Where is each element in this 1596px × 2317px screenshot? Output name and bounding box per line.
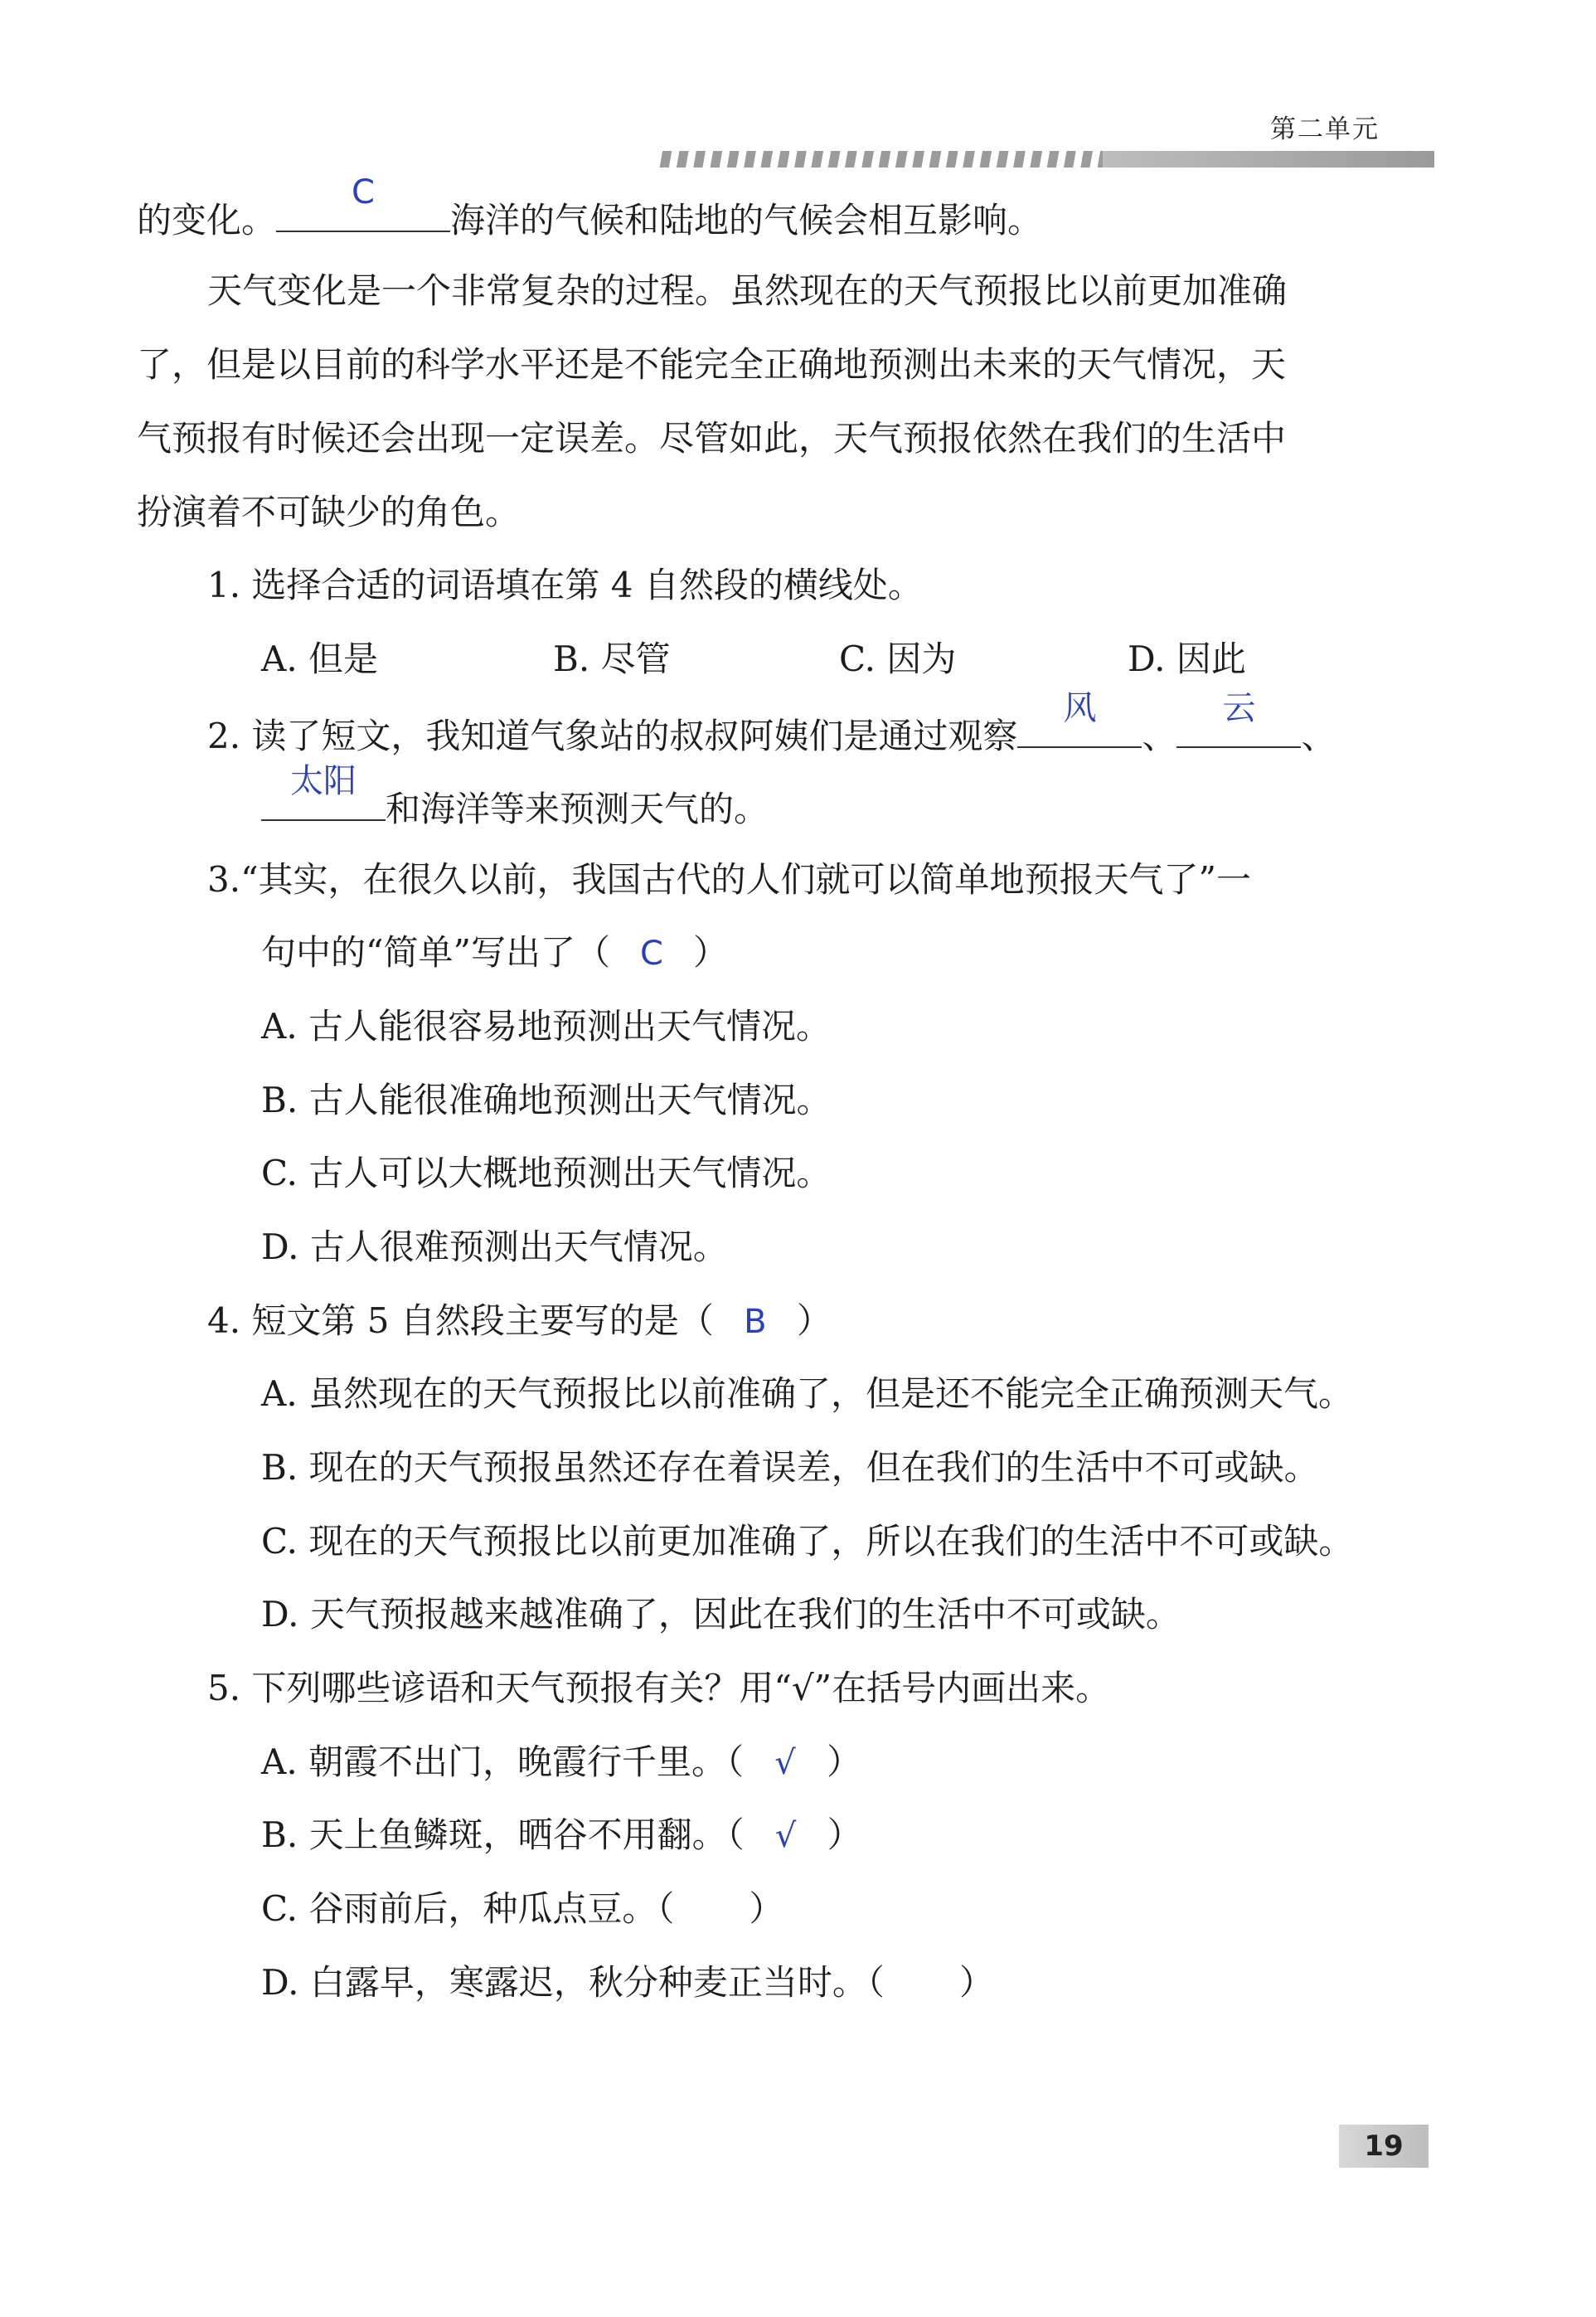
- para5-line-3: 气预报有时候还会出现一定误差。尽管如此，天气预报依然在我们的生活中: [137, 418, 1287, 459]
- q5-item-a[interactable]: [261, 1739, 861, 1786]
- page-number: 19: [1339, 2125, 1429, 2168]
- para5-line-4: 扮演着不可缺少的角色。: [137, 492, 521, 532]
- q2-blank-1[interactable]: [1017, 689, 1142, 748]
- question-1: 1. 选择合适的词语填在第 4 自然段的横线处。: [207, 565, 923, 605]
- q1-option-c[interactable]: C. 因为: [839, 639, 957, 679]
- q4-answer[interactable]: B: [744, 1303, 767, 1341]
- q2-blank-2[interactable]: [1176, 689, 1301, 748]
- q5-item-b[interactable]: [261, 1812, 862, 1859]
- q2-answer-1: 风: [1063, 689, 1097, 727]
- q4-option-c[interactable]: C. 现在的天气预报比以前更加准确了，所以在我们的生活中不可或缺。: [261, 1521, 1354, 1562]
- q3-answer[interactable]: C: [639, 935, 663, 973]
- q5-item-a-checkmark[interactable]: √: [774, 1744, 796, 1782]
- q4-option-d[interactable]: D. 天气预报越来越准确了，因此在我们的生活中不可或缺。: [261, 1594, 1181, 1635]
- question-5: 5. 下列哪些谚语和天气预报有关？用“√”在括号内画出来。: [207, 1668, 1111, 1708]
- q5-item-b-checkmark[interactable]: √: [774, 1817, 797, 1855]
- q3-option-b[interactable]: B. 古人能很准确地预测出天气情况。: [261, 1080, 832, 1120]
- q2-blank-3[interactable]: [261, 762, 386, 821]
- unit-label: 第二单元: [1270, 114, 1380, 144]
- q2-sep-2: 、: [1301, 716, 1336, 756]
- passage-line-1-pre: 的变化。: [137, 200, 277, 240]
- passage-line-1-post: 海洋的气候和陆地的气候会相互影响。: [450, 200, 1043, 240]
- q5-item-a-text: A. 朝霞不出门，晚霞行千里。（: [261, 1741, 745, 1782]
- q5-item-a-close: ）: [827, 1741, 862, 1782]
- q1-option-a[interactable]: A. 但是: [261, 639, 379, 679]
- passage-line-1: [137, 173, 1043, 244]
- q3-line-2-post: ）: [692, 932, 728, 973]
- header-decorative-bar: [655, 151, 1434, 168]
- q3-line-2-pre: 句中的“简单”写出了（: [261, 932, 610, 973]
- q2-answer-2: 云: [1222, 689, 1256, 727]
- question-3-line-2: [261, 930, 728, 977]
- q2-text-post: 和海洋等来预测天气的。: [386, 789, 769, 829]
- q4-option-a[interactable]: A. 虽然现在的天气预报比以前准确了，但是还不能完全正确预测天气。: [261, 1373, 1354, 1414]
- question-2-line-2: [261, 762, 769, 833]
- q2-sep-1: 、: [1142, 716, 1177, 756]
- passage-blank-answer: C: [352, 173, 375, 211]
- q4-option-b[interactable]: B. 现在的天气预报虽然还存在着误差，但在我们的生活中不可或缺。: [261, 1447, 1319, 1488]
- para5-line-1: 天气变化是一个非常复杂的过程。虽然现在的天气预报比以前更加准确: [207, 270, 1288, 311]
- q4-text-post: ）: [796, 1300, 832, 1341]
- q5-item-b-close: ）: [827, 1814, 862, 1855]
- q1-option-d[interactable]: D. 因此: [1128, 639, 1246, 679]
- q3-option-d[interactable]: D. 古人很难预测出天气情况。: [261, 1227, 728, 1267]
- q3-option-c[interactable]: C. 古人可以大概地预测出天气情况。: [261, 1153, 832, 1193]
- q5-item-d[interactable]: [261, 1960, 994, 2006]
- question-3-line-1: 3.“其实，在很久以前，我国古代的人们就可以简单地预报天气了”一: [207, 859, 1252, 900]
- q3-option-a[interactable]: A. 古人能很容易地预测出天气情况。: [261, 1006, 832, 1047]
- q5-item-d-close: ）: [958, 1962, 994, 2003]
- question-2-line-1: [207, 689, 1336, 760]
- q2-text-pre: 2. 读了短文，我知道气象站的叔叔阿姨们是通过观察: [207, 716, 1018, 756]
- passage-blank[interactable]: [276, 173, 450, 232]
- q2-answer-3: 太阳: [290, 762, 357, 800]
- question-4: [207, 1298, 832, 1345]
- q5-item-b-text: B. 天上鱼鳞斑，晒谷不用翻。（: [261, 1814, 745, 1855]
- q5-item-c-text: C. 谷雨前后，种瓜点豆。（: [261, 1888, 675, 1929]
- q4-text-pre: 4. 短文第 5 自然段主要写的是（: [207, 1300, 714, 1341]
- para5-line-2: 了，但是以目前的科学水平还是不能完全正确地预测出未来的天气情况，天: [137, 344, 1287, 385]
- q5-item-c-close: ）: [749, 1888, 784, 1929]
- q5-item-c[interactable]: [261, 1886, 783, 1932]
- q5-item-d-text: D. 白露早，寒露迟，秋分种麦正当时。（: [261, 1962, 885, 2003]
- q1-option-b[interactable]: B. 尽管: [553, 639, 671, 679]
